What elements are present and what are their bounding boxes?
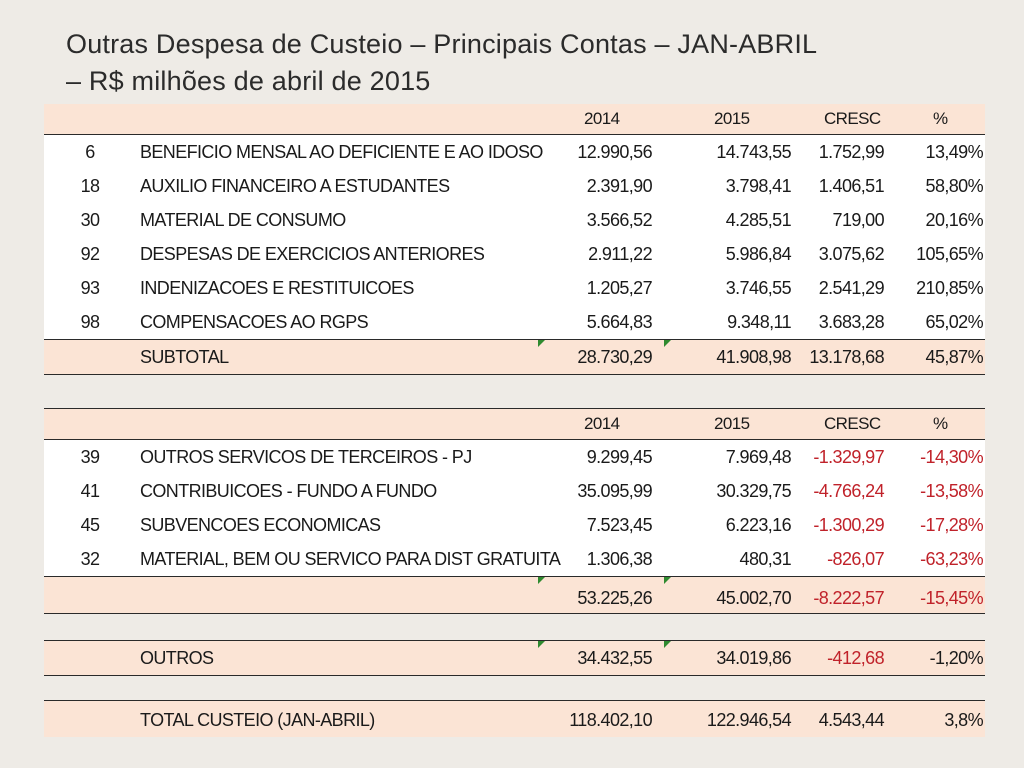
row-2015: 7.969,48: [725, 447, 791, 467]
subtotal-2015: 41.908,98: [716, 347, 791, 367]
table-row: [44, 474, 985, 508]
row-name: BENEFICIO MENSAL AO DEFICIENTE E AO IDOSO: [140, 142, 543, 162]
row-name: DESPESAS DE EXERCICIOS ANTERIORES: [140, 244, 485, 264]
row-2015: 3.798,41: [725, 176, 791, 196]
table-row: [44, 135, 985, 169]
row-code: 92: [80, 244, 100, 264]
header-2015: 2015: [714, 414, 750, 433]
row-2014: 7.523,45: [586, 515, 652, 535]
row-pct: 13,49%: [925, 142, 983, 162]
total-pct: 3,8%: [944, 710, 983, 730]
subtotal-row: [44, 577, 985, 614]
table-header: [44, 408, 985, 440]
row-pct: -14,30%: [920, 447, 983, 467]
total-table: [44, 700, 985, 737]
subtotal-cresc: 13.178,68: [809, 347, 884, 367]
row-2015: 3.746,55: [725, 278, 791, 298]
row-code: 18: [80, 176, 100, 196]
row-2014: 9.299,45: [586, 447, 652, 467]
row-2015: 480,31: [739, 549, 791, 569]
row-code: 93: [80, 278, 100, 298]
subtotal-row: [44, 340, 985, 375]
table-row: [44, 203, 985, 237]
row-pct: -63,23%: [920, 549, 983, 569]
row-cresc: 719,00: [832, 210, 884, 230]
table-reducoes: [44, 408, 985, 614]
row-2015: 30.329,75: [716, 481, 791, 501]
row-cresc: 1.406,51: [818, 176, 884, 196]
row-pct: 105,65%: [916, 244, 983, 264]
table-body: [44, 440, 985, 577]
row-pct: -17,28%: [920, 515, 983, 535]
outros-table: [44, 640, 985, 676]
title-line-1: Outras Despesa de Custeio – Principais Contas – JAN-ABRIL: [66, 29, 818, 59]
row-2014: 5.664,83: [586, 312, 652, 332]
comment-marker: [664, 577, 671, 584]
row-name: OUTROS SERVICOS DE TERCEIROS - PJ: [140, 447, 472, 467]
subtotal-2015: 45.002,70: [716, 588, 791, 608]
header-pct: %: [933, 414, 948, 433]
table-row: [44, 271, 985, 305]
header-pct: %: [933, 109, 948, 128]
row-pct: 58,80%: [925, 176, 983, 196]
header-2015: 2015: [714, 109, 750, 128]
subtotal-pct: 45,87%: [925, 347, 983, 367]
comment-marker: [664, 340, 671, 347]
row-2014: 12.990,56: [577, 142, 652, 162]
row-code: 6: [85, 142, 95, 162]
subtotal-label: [140, 581, 580, 615]
row-code: 45: [80, 515, 100, 535]
row-2015: 6.223,16: [725, 515, 791, 535]
row-name: MATERIAL DE CONSUMO: [140, 210, 346, 230]
row-2015: 9.348,11: [727, 312, 791, 332]
row-name: INDENIZACOES E RESTITUICOES: [140, 278, 414, 298]
slide-title: [66, 26, 986, 100]
table-row: [44, 440, 985, 474]
row-cresc: 3.075,62: [818, 244, 884, 264]
outros-2014: 34.432,55: [577, 648, 652, 668]
table-header: [44, 104, 985, 135]
row-2014: 2.911,22: [588, 244, 652, 264]
row-code: 98: [80, 312, 100, 332]
title-line-2: – R$ milhões de abril de 2015: [66, 66, 431, 96]
subtotal-label: SUBTOTAL: [140, 347, 229, 367]
table-principais-contas: [44, 104, 985, 375]
row-code: 41: [80, 481, 100, 501]
header-2014: 2014: [584, 109, 620, 128]
row-code: 30: [80, 210, 100, 230]
total-2014: 118.402,10: [569, 710, 652, 730]
comment-marker: [664, 641, 671, 648]
row-name: AUXILIO FINANCEIRO A ESTUDANTES: [140, 176, 450, 196]
total-label: TOTAL CUSTEIO (JAN-ABRIL): [140, 710, 375, 730]
outros-pct: -1,20%: [929, 648, 983, 668]
table-row: [44, 169, 985, 203]
subtotal-2014: 53.225,26: [577, 588, 652, 608]
header-cresc: CRESC: [824, 109, 881, 128]
header-cresc: CRESC: [824, 414, 881, 433]
outros-cresc: -412,68: [827, 648, 884, 668]
row-code: 39: [80, 447, 100, 467]
table-body: [44, 135, 985, 340]
table-row: [44, 508, 985, 542]
total-2015: 122.946,54: [706, 710, 791, 730]
outros-row: [44, 640, 985, 676]
row-2014: 35.095,99: [577, 481, 652, 501]
row-name: MATERIAL, BEM OU SERVICO PARA DIST GRATUITA: [140, 549, 561, 569]
row-cresc: 1.752,99: [818, 142, 884, 162]
row-cresc: 2.541,29: [818, 278, 884, 298]
subtotal-pct: -15,45%: [920, 588, 983, 608]
row-2015: 4.285,51: [725, 210, 791, 230]
total-row: [44, 700, 985, 737]
row-cresc: -4.766,24: [813, 481, 884, 501]
row-pct: -13,58%: [920, 481, 983, 501]
row-cresc: -826,07: [827, 549, 884, 569]
table-row: [44, 542, 985, 577]
row-2014: 1.205,27: [586, 278, 652, 298]
row-code: 32: [80, 549, 100, 569]
row-name: CONTRIBUICOES - FUNDO A FUNDO: [140, 481, 437, 501]
row-cresc: -1.300,29: [813, 515, 884, 535]
row-2015: 5.986,84: [725, 244, 791, 264]
header-2014: 2014: [584, 414, 620, 433]
table-row: [44, 237, 985, 271]
row-pct: 20,16%: [925, 210, 983, 230]
row-2014: 3.566,52: [586, 210, 652, 230]
subtotal-2014: 28.730,29: [577, 347, 652, 367]
row-name: COMPENSACOES AO RGPS: [140, 312, 369, 332]
row-cresc: 3.683,28: [818, 312, 884, 332]
row-2014: 1.306,38: [586, 549, 652, 569]
outros-label: OUTROS: [140, 648, 214, 668]
row-name: SUBVENCOES ECONOMICAS: [140, 515, 381, 535]
row-pct: 65,02%: [925, 312, 983, 332]
outros-2015: 34.019,86: [716, 648, 791, 668]
subtotal-cresc: -8.222,57: [813, 588, 884, 608]
row-cresc: -1.329,97: [813, 447, 884, 467]
row-2014: 2.391,90: [586, 176, 652, 196]
table-row: [44, 305, 985, 340]
total-cresc: 4.543,44: [818, 710, 884, 730]
row-pct: 210,85%: [916, 278, 983, 298]
row-2015: 14.743,55: [716, 142, 791, 162]
